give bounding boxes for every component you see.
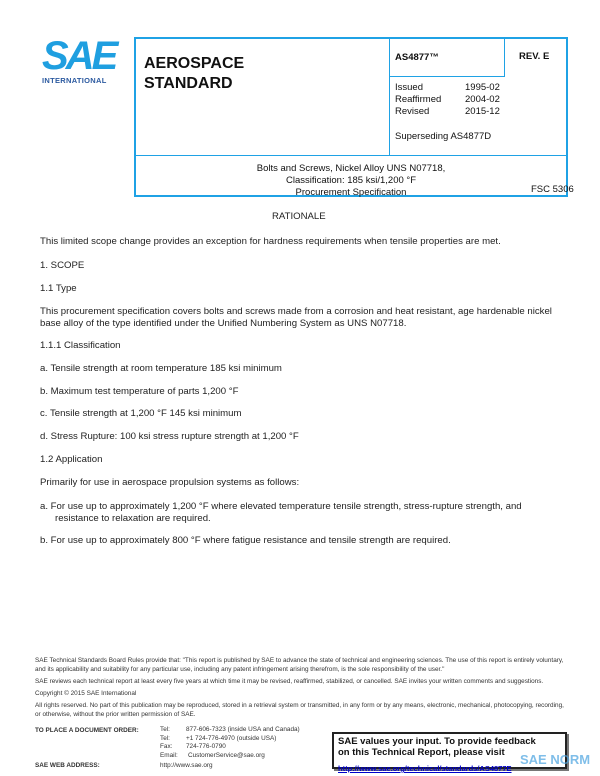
fsc: FSC 5306 [531,184,574,195]
type-text-2: base alloy of the type identified under the Unified Numbering System as UNS N07718. [40,318,407,329]
footer-notices: SAE Technical Standards Board Rules provide that: "This report is published by SAE to advance the state of technical and engineering sciences. The use of this report is entirely voluntary, and its applicability and suitability for any particular use, including any patent infringement arising therefrom, is the sole responsibility of the user." SAE reviews each technical report at least every five years at which time it may be revised, reaffirmed, stabilized, or cancelled. SAE invites your written comments and suggestions. Copyright © 2015 SAE International All rights reserved. No part of this publication may be reproduced, stored in a retrieval system or transmitted, in any form or by any means, electronic, mechanical, photocopying, recording, or otherwise, without the prior written permission of SAE. [35,657,564,718]
header-box [134,37,574,198]
web-link[interactable]: http://www.sae.org [160,762,213,769]
feedback-box: SAE values your input. To provide feedback on this Technical Report, please visit http://www.sae.org/technical/standards/AS4877E [332,732,567,769]
application-b: b. For use up to approximately 800 °F where fatigue resistance and tensile strength are required. [40,535,451,546]
section-type: 1.1 Type [40,283,77,294]
logo-subtitle: INTERNATIONAL [42,76,107,85]
application-a-2: resistance to relaxation are required. [55,513,211,524]
class-item-d: d. Stress Rupture: 100 ksi stress rupture strength at 1,200 °F [40,431,299,442]
section-application: 1.2 Application [40,454,103,465]
contacts: Tel: 877-606-7323 (inside USA and Canada) Tel: +1 724-776-4970 (outside USA) Fax: 724-776-0790 Email: CustomerService@sae.org [160,726,300,759]
revision: REV. E [519,51,550,62]
application-a-1: a. For use up to approximately 1,200 °F where elevated temperature tensile strength, stress-rupture strength, and [40,501,522,512]
logo-text: SAE [42,34,116,78]
feedback-link[interactable]: http://www.sae.org/technical/standards/AS4877E [338,764,512,773]
rationale-text: This limited scope change provides an exception for hardness requirements when tensile properties are met. [40,236,501,247]
application-text: Primarily for use in aerospace propulsion systems as follows: [40,477,300,488]
class-item-a: a. Tensile strength at room temperature 185 ksi minimum [40,363,282,374]
type-text-1: This procurement specification covers bolts and screws made from a corrosion and heat resistant, age hardenable nickel [40,306,552,317]
superseding: Superseding AS4877D [395,131,492,142]
section-scope: 1. SCOPE [40,260,85,271]
order-label: TO PLACE A DOCUMENT ORDER: [35,727,139,734]
section-classification: 1.1.1 Classification [40,340,121,351]
class-item-c: c. Tensile strength at 1,200 °F 145 ksi minimum [40,408,242,419]
rationale-heading: RATIONALE [272,211,326,222]
watermark: SAE NORM [520,752,591,767]
dates: Issued 1995-02 Reaffirmed 2004-02 Revised 2015-12 [395,82,500,117]
sae-logo [42,36,122,85]
doc-number: AS4877™ [395,52,439,63]
class-item-b: b. Maximum test temperature of parts 1,200 °F [40,386,239,397]
doc-type: AEROSPACE STANDARD [144,55,245,92]
web-label: SAE WEB ADDRESS: [35,762,100,769]
doc-title: Bolts and Screws, Nickel Alloy UNS N07718, Classification: 185 ksi/1,200 °F Procurement Specification [256,163,446,198]
email-link[interactable]: CustomerService@sae.org [188,751,265,759]
